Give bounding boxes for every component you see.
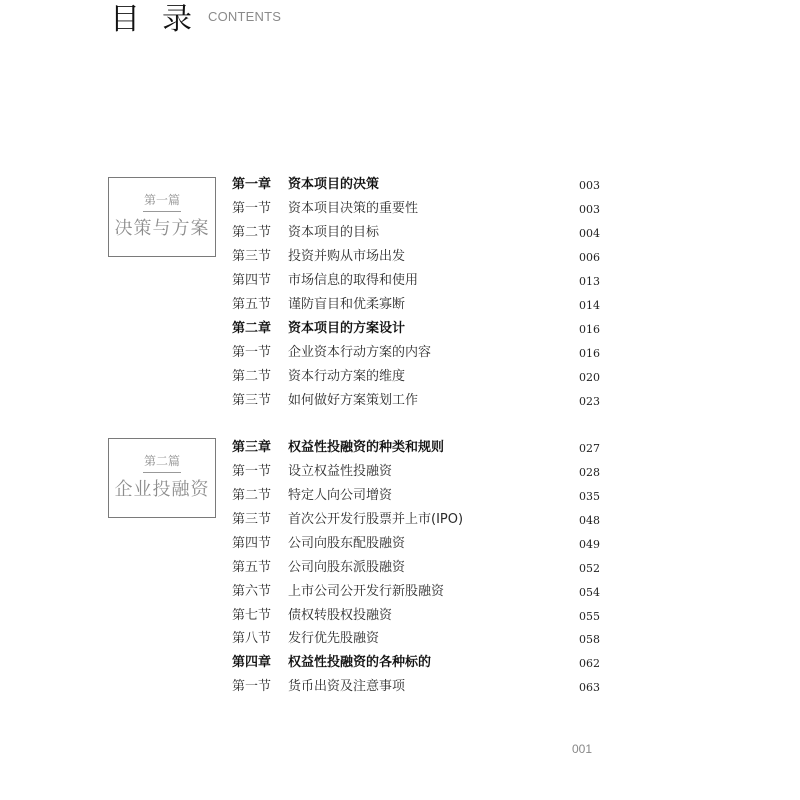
entry-page: 013 xyxy=(579,275,600,288)
entry-title: 资本项目的决策 xyxy=(288,177,380,192)
toc-section-entry[interactable] xyxy=(232,392,600,416)
entry-page: 054 xyxy=(579,586,600,599)
entry-title: 谨防盲目和优柔寡断 xyxy=(288,297,406,312)
entry-label: 第一节 xyxy=(232,464,272,479)
part-label-box-1 xyxy=(108,177,216,257)
toc-chapter-entry[interactable] xyxy=(232,654,600,678)
toc-section-entry[interactable] xyxy=(232,511,600,535)
toc-section-entry[interactable] xyxy=(232,630,600,654)
entry-title: 市场信息的取得和使用 xyxy=(288,273,419,288)
entry-label: 第一节 xyxy=(232,679,272,694)
entry-title: 权益性投融资的种类和规则 xyxy=(288,440,445,455)
entry-title: 资本项目的方案设计 xyxy=(288,321,406,336)
entry-page: 063 xyxy=(579,681,600,694)
entry-label: 第二节 xyxy=(232,369,272,384)
entry-label: 第八节 xyxy=(232,631,272,646)
entry-title: 发行优先股融资 xyxy=(288,631,380,646)
entry-page: 016 xyxy=(579,323,600,336)
entry-title: 上市公司公开发行新股融资 xyxy=(288,584,445,599)
entry-page: 014 xyxy=(579,299,600,312)
entry-label: 第二节 xyxy=(232,225,272,240)
entry-page: 028 xyxy=(579,466,600,479)
toc-section-entry[interactable] xyxy=(232,535,600,559)
part-number: 第一篇 xyxy=(143,193,180,207)
page-number: 001 xyxy=(572,742,593,756)
toc-section-entry[interactable] xyxy=(232,678,600,702)
entry-page: 003 xyxy=(579,179,600,192)
toc-chapter-entry[interactable] xyxy=(232,439,600,463)
entry-title: 资本行动方案的维度 xyxy=(288,369,406,384)
entry-label: 第四节 xyxy=(232,536,272,551)
entry-label: 第五节 xyxy=(232,560,272,575)
entry-label: 第六节 xyxy=(232,584,272,599)
entry-title: 货币出资及注意事项 xyxy=(288,679,406,694)
toc-section-entry[interactable] xyxy=(232,368,600,392)
toc-section-entry[interactable] xyxy=(232,344,600,368)
entry-title: 设立权益性投融资 xyxy=(288,464,393,479)
entry-label: 第四章 xyxy=(232,655,272,670)
part-divider xyxy=(143,211,181,212)
entry-title: 企业资本行动方案的内容 xyxy=(288,345,432,360)
entry-page: 016 xyxy=(579,347,600,360)
entry-page: 027 xyxy=(579,442,600,455)
toc-section-entry[interactable] xyxy=(232,487,600,511)
entry-title: 公司向股东派股融资 xyxy=(288,560,406,575)
toc-section-entry[interactable] xyxy=(232,224,600,248)
entry-label: 第七节 xyxy=(232,608,272,623)
toc-section-entry[interactable] xyxy=(232,272,600,296)
entry-label: 第五节 xyxy=(232,297,272,312)
entry-title: 特定人向公司增资 xyxy=(288,488,393,503)
entry-label: 第三节 xyxy=(232,512,272,527)
entry-title: 权益性投融资的各种标的 xyxy=(288,655,432,670)
entry-page: 058 xyxy=(579,633,600,646)
entry-label: 第二章 xyxy=(232,321,272,336)
entry-label: 第一节 xyxy=(232,345,272,360)
part-name: 企业投融资 xyxy=(114,479,210,500)
entry-label: 第三节 xyxy=(232,249,272,264)
toc-section-entry[interactable] xyxy=(232,200,600,224)
entry-label: 第二节 xyxy=(232,488,272,503)
page-subtitle: CONTENTS xyxy=(208,9,282,24)
entry-page: 055 xyxy=(579,610,600,623)
part-divider xyxy=(143,472,181,473)
toc-section-entry[interactable] xyxy=(232,559,600,583)
entry-label: 第一节 xyxy=(232,201,272,216)
entry-title: 资本项目决策的重要性 xyxy=(288,201,419,216)
entry-page: 062 xyxy=(579,657,600,670)
entry-label: 第一章 xyxy=(232,177,272,192)
toc-section-entry[interactable] xyxy=(232,583,600,607)
entry-page: 020 xyxy=(579,371,600,384)
part-number: 第二篇 xyxy=(143,454,180,468)
entry-title: 公司向股东配股融资 xyxy=(288,536,406,551)
page-title: 目录 xyxy=(110,2,214,37)
entry-label: 第三章 xyxy=(232,440,272,455)
toc-chapter-entry[interactable] xyxy=(232,320,600,344)
entry-label: 第四节 xyxy=(232,273,272,288)
toc-section-entry[interactable] xyxy=(232,296,600,320)
entry-page: 035 xyxy=(579,490,600,503)
entry-page: 006 xyxy=(579,251,600,264)
entry-title: 如何做好方案策划工作 xyxy=(288,393,419,408)
entry-page: 049 xyxy=(579,538,600,551)
toc-section-entry[interactable] xyxy=(232,463,600,487)
entry-page: 048 xyxy=(579,514,600,527)
entry-label: 第三节 xyxy=(232,393,272,408)
part-name: 决策与方案 xyxy=(114,218,210,239)
entry-page: 004 xyxy=(579,227,600,240)
part-label-box-2 xyxy=(108,438,216,518)
entry-page: 003 xyxy=(579,203,600,216)
entry-title: 首次公开发行股票并上市(IPO) xyxy=(288,512,464,527)
entry-title: 资本项目的目标 xyxy=(288,225,380,240)
entry-page: 052 xyxy=(579,562,600,575)
toc-section-entry[interactable] xyxy=(232,607,600,631)
toc-chapter-entry[interactable] xyxy=(232,176,600,200)
entry-page: 023 xyxy=(579,395,600,408)
toc-section-entry[interactable] xyxy=(232,248,600,272)
entry-title: 投资并购从市场出发 xyxy=(288,249,406,264)
entry-title: 债权转股权投融资 xyxy=(288,608,393,623)
